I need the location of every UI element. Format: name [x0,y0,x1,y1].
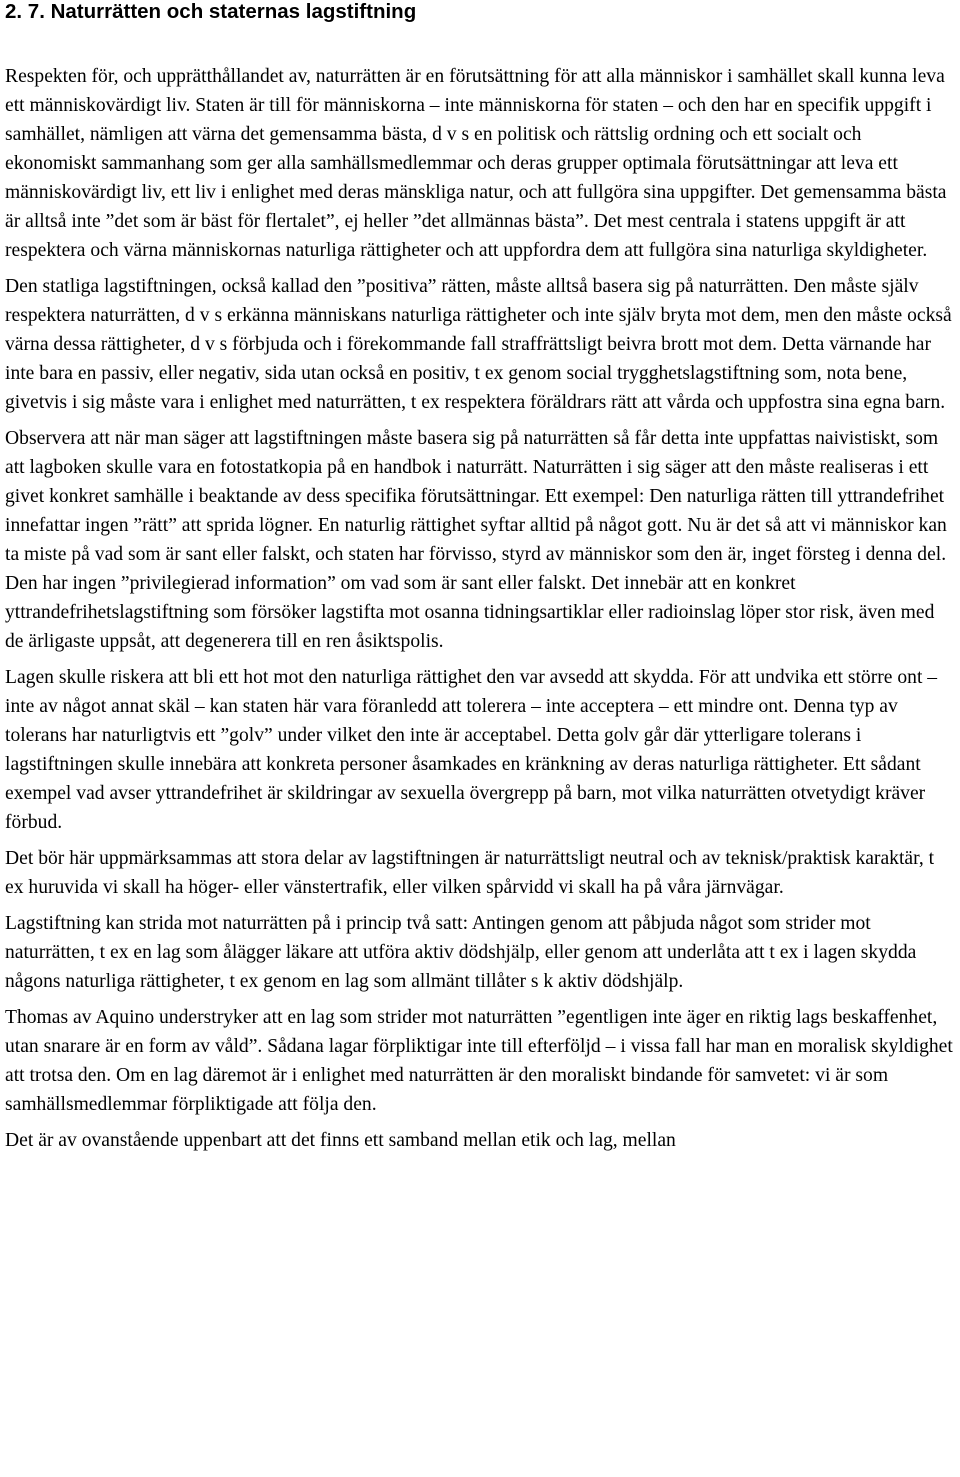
paragraph: Det är av ovanstående uppenbart att det finns ett samband mellan etik och lag, mellan [5,1130,676,1151]
paragraph: Lagen skulle riskera att bli ett hot mot den naturliga rättighet den var avsedd att skydda. För att undvika ett större ont – inte av något annat skäl – kan staten här vara föranledd att tolerera – inte acceptera – ett mindre ont. Denna typ av tolerans har naturligtvis ett ”golv” under vilket den inte är acceptabel. Detta golv går där ytterligare tolerans i lagstiftningen skulle innebära att konkreta personer åsamkades en kränkning av deras naturliga rättigheter. Ett sådant exempel vad avser yttrandefrihet är skildringar av sexuella övergrepp på barn, mot vilka naturrätten otvetydigt kräver förbud. [5,667,938,833]
paragraph: Lagstiftning kan strida mot naturrätten på i princip två satt: Antingen genom att påbjuda något som strider mot naturrätten, t ex en lag som ålägger läkare att utföra aktiv dödshjälp, eller genom att underlåta att t ex i lagen skydda någons naturliga rättigheter, t ex genom en lag som allmänt tillåter s k aktiv dödshjälp. [5,913,917,992]
paragraph: Det bör här uppmärksammas att stora delar av lagstiftningen är naturrättsligt neutral och av teknisk/praktisk karaktär, t ex huruvida vi skall ha höger- eller vänstertrafik, eller vilken spårvidd vi skall ha på våra järnvägar. [5,848,935,898]
paragraph: Observera att när man säger att lagstiftningen måste basera sig på naturrätten så får detta inte uppfattas naivistiskt, som att lagboken skulle vara en fotostatkopia på en handbok i naturrätt. Naturrätten i sig säger att den måste realiseras i ett givet konkret samhälle i beaktande av dess specifika förutsättningar. Ett exempel: Den naturliga rätten till yttrandefrihet innefattar ingen ”rätt” att sprida lögner. En naturlig rättighet syftar alltid på något gott. Nu är det så att vi människor kan ta miste på vad som är sant eller falskt, och staten har förvisso, styrd av människor som den är, inget försteg i denna del. Den har ingen ”privilegierad information” om vad som är sant eller falskt. Det innebär att en konkret yttrandefrihetslagstiftning som försöker lagstifta mot osanna tidningsartiklar eller radioinslag löper stor risk, även med de ärligaste uppsåt, att degenerera till en ren åsiktspolis. [5,428,947,652]
section-heading: 2. 7. Naturrätten och staternas lagstiftning [5,0,417,23]
document-page [5,0,955,1155]
paragraph: Thomas av Aquino understryker att en lag som strider mot naturrätten ”egentligen inte äger en riktig lags beskaffenhet, utan snarare är en form av våld”. Sådana lagar förpliktigar inte till efterföljd – i vissa fall har man en moralisk skyldighet att trotsa den. Om en lag däremot är i enlighet med naturrätten är den moraliskt bindande för samvetet: vi är som samhällsmedlemmar förpliktigade att följa den. [5,1007,953,1115]
paragraph: Respekten för, och upprätthållandet av, naturrätten är en förutsättning för att alla människor i samhället skall kunna leva ett människovärdigt liv. Staten är till för människorna – inte människorna för staten – och den har en specifik uppgift i samhället, nämligen att värna det gemensamma bästa, d v s en politisk och rättslig ordning och ett socialt och ekonomiskt sammanhang som ger alla samhällsmedlemmar och deras grupper optimala förutsättningar att leva ett människovärdigt liv, ett liv i enlighet med deras mänskliga natur, och att fullgöra sina uppgifter. Det gemensamma bästa är alltså inte ”det som är bäst för flertalet”, ej heller ”det allmännas bästa”. Det mest centrala i statens uppgift är att respektera och värna människornas naturliga rättigheter och att uppfordra dem att fullgöra sina naturliga skyldigheter. [5,66,947,261]
paragraph: Den statliga lagstiftningen, också kallad den ”positiva” rätten, måste alltså basera sig på naturrätten. Den måste själv respektera naturrätten, d v s erkänna människans naturliga rättigheter och inte själv bryta mot dem, men den måste också värna dessa rättigheter, d v s förbjuda och i förekommande fall straffrättsligt beivra brott mot dem. Detta värnande har inte bara en passiv, eller negativ, sida utan också en positiv, t ex genom social trygghetslagstiftning som, nota bene, givetvis i sig måste vara i enlighet med naturrätten, t ex respektera föräldrars rätt att vårda och uppfostra sina egna barn. [5,276,952,413]
